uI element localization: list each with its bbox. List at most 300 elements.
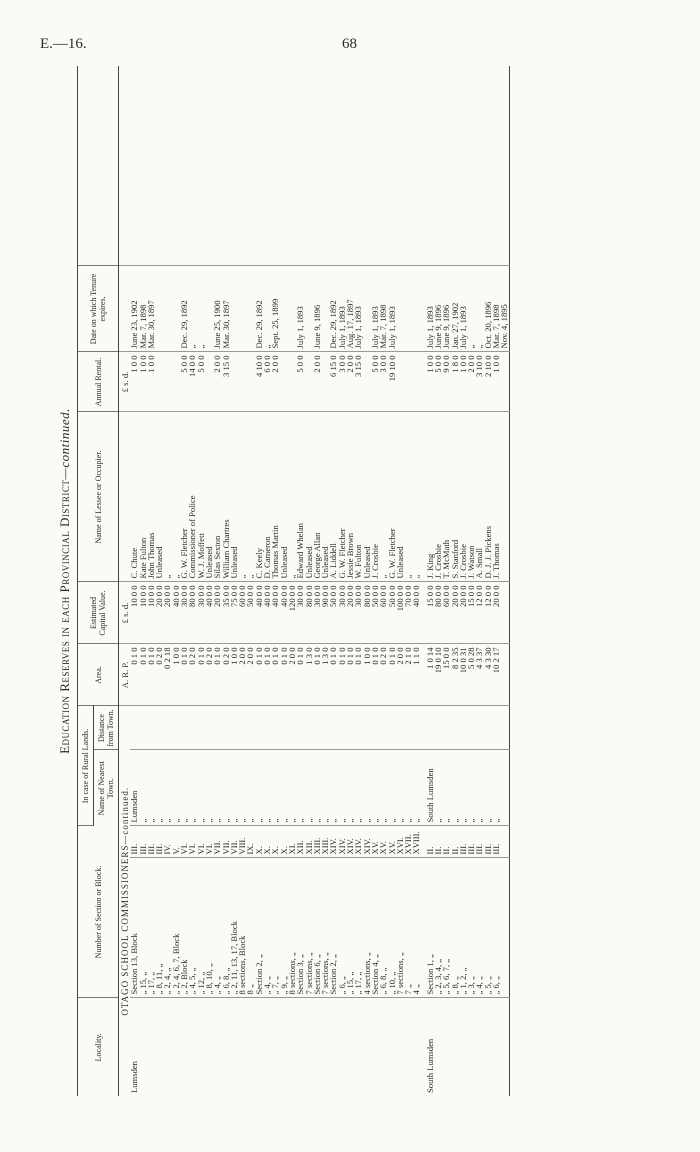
table-row [484, 66, 492, 1096]
cell-rental: 9 0 0 [442, 352, 450, 412]
cell-section: Section 6, „ [313, 858, 321, 998]
section-heading: OTAGO SCHOOL COMMISSIONERS—continued. [120, 786, 130, 1016]
cell-rental: 3 15 0 [222, 352, 230, 412]
cell-area: 0 1 0 [197, 644, 205, 706]
table-row [354, 66, 362, 1096]
cell-rental: 5 0 0 [180, 352, 188, 412]
cell-blank [484, 66, 492, 266]
cell-lessee: „ [379, 412, 387, 582]
cell-value: 40 0 0 [255, 582, 263, 644]
cell-lessee: W. Fulton [354, 412, 362, 582]
cell-blank [155, 66, 163, 266]
cell-block: III. [155, 826, 163, 858]
cell-tenure: June 9, 1896 [434, 266, 442, 352]
cell-nearest-town: „ [354, 750, 362, 826]
cell-distance [338, 706, 346, 750]
table-row [130, 66, 138, 1096]
cell-lessee: William Chartres [222, 412, 230, 582]
table-body [119, 66, 510, 1096]
cell-block: VII. [222, 826, 230, 858]
cell-section: 8 sections, Block [238, 858, 246, 998]
cell-locality [280, 998, 288, 1096]
cell-tenure: Dec. 29, 1892 [180, 266, 188, 352]
cell-section: „ 4, 5, „ [188, 858, 196, 998]
cell-lessee: Commissioner of Police [188, 412, 196, 582]
cell-rental: 5 0 0 [197, 352, 205, 412]
cell-lessee: D. Cameron [263, 412, 271, 582]
cell-distance [363, 706, 371, 750]
cell-locality: South Lumsden [424, 1038, 435, 1093]
cell-value: 30 0 0 [313, 582, 321, 644]
cell-section: „ 3, „ [467, 858, 475, 998]
cell-lessee: J. Crosbie [459, 412, 467, 582]
cell-area: 0 1 0 [271, 644, 279, 706]
cell-area: 0 1 0 [313, 644, 321, 706]
cell-value: 15 0 0 [467, 582, 475, 644]
cell-lessee: Unleased [321, 412, 329, 582]
cell-locality [442, 998, 450, 1096]
cell-distance [459, 706, 467, 750]
cell-nearest-town: „ [147, 750, 155, 826]
cell-blank [163, 66, 171, 266]
cell-area: 0 1 0 [371, 644, 379, 706]
cell-area: 0 1 0 [296, 644, 304, 706]
rotated-table-page [57, 66, 637, 1096]
cell-blank [467, 66, 475, 266]
cell-section: Section 4, „ [371, 858, 379, 998]
cell-section: „ 2, Block [180, 858, 188, 998]
cell-area: 1 1 0 [412, 644, 420, 706]
cell-value: 50 0 0 [388, 582, 396, 644]
table-row [180, 66, 188, 1096]
cell-tenure [280, 266, 288, 352]
cell-area: 0 1 0 [147, 644, 155, 706]
cell-rental: 6 0 0 [263, 352, 271, 412]
cell-nearest-town: „ [139, 750, 147, 826]
cell-tenure [412, 266, 420, 352]
cell-tenure: June 9, 1896 [442, 266, 450, 352]
cell-rental [280, 352, 288, 412]
cell-tenure: Mar. 30, 1897 [222, 266, 230, 352]
cell-block: III. [139, 826, 147, 858]
cell-distance [313, 706, 321, 750]
cell-section: „ 2, 4, 6, 7, Block [172, 858, 180, 998]
cell-section: Section 3, „ [296, 858, 304, 998]
cell-block: XV. [371, 826, 379, 858]
table-row [434, 66, 442, 1096]
cell-locality: Lumsden [129, 1061, 140, 1093]
cell-distance [434, 706, 442, 750]
cell-block: IX. [246, 826, 254, 858]
cell-value: 12 0 0 [484, 582, 492, 644]
cell-area: 4 3 30 [484, 644, 492, 706]
cell-section: „ 4, „ [263, 858, 271, 998]
cell-distance [205, 706, 213, 750]
cell-distance [346, 706, 354, 750]
cell-area: 15 0 0 [442, 644, 450, 706]
cell-distance [263, 706, 271, 750]
cell-locality [205, 998, 213, 1096]
cell-value: 40 0 0 [172, 582, 180, 644]
cell-locality [313, 998, 321, 1096]
page-number: 68 [342, 36, 357, 52]
cell-locality [188, 998, 196, 1096]
cell-rental: 2 0 0 [213, 352, 221, 412]
cell-area: 0 2 18 [163, 644, 171, 706]
cell-value: 80 0 0 [188, 582, 196, 644]
cell-area: 2 0 0 [288, 644, 296, 706]
cell-distance [371, 706, 379, 750]
cell-rental [230, 352, 238, 412]
cell-locality [230, 998, 238, 1096]
cell-nearest-town: „ [442, 750, 450, 826]
cell-section: „ 2, 3, 4, „ [434, 858, 442, 998]
cell-area: 5 0 28 [467, 644, 475, 706]
cell-block: III. [475, 826, 483, 858]
cell-block: III. [467, 826, 475, 858]
table-row [321, 66, 329, 1096]
cell-block: XIII. [321, 826, 329, 858]
cell-lessee: „ [412, 412, 420, 582]
cell-distance [288, 706, 296, 750]
cell-lessee: „ [163, 412, 171, 582]
cell-blank [222, 66, 230, 266]
cell-rental [163, 352, 171, 412]
cell-nearest-town: „ [329, 750, 337, 826]
cell-tenure [163, 266, 171, 352]
cell-distance [130, 706, 138, 750]
cell-nearest-town: „ [434, 750, 442, 826]
cell-distance [147, 706, 155, 750]
cell-blank [388, 66, 396, 266]
cell-distance [451, 706, 459, 750]
cell-area: 0 2 0 [222, 644, 230, 706]
cell-nearest-town: South Lumsden [426, 750, 434, 826]
cell-rental [155, 352, 163, 412]
cell-rental: 4 10 0 [255, 352, 263, 412]
cell-tenure: June 9, 1896 [313, 266, 321, 352]
cell-locality [288, 998, 296, 1096]
cell-nearest-town: „ [313, 750, 321, 826]
cell-section: 7 sections, „ [396, 858, 404, 998]
cell-value: 40 0 0 [412, 582, 420, 644]
cell-blank [271, 66, 279, 266]
cell-tenure: Sept. 25, 1899 [271, 266, 279, 352]
cell-area: 0 1 0 [130, 644, 138, 706]
cell-lessee: G. W. Fletcher [180, 412, 188, 582]
cell-value: 80 0 0 [434, 582, 442, 644]
cell-section: „ 1, 2, „ [459, 858, 467, 998]
cell-blank [197, 66, 205, 266]
cell-lessee: S. Stanford [451, 412, 459, 582]
cell-locality [263, 998, 271, 1096]
table-row [288, 66, 296, 1096]
cell-value: 30 0 0 [338, 582, 346, 644]
table-row [338, 66, 346, 1096]
cell-value: 40 0 0 [271, 582, 279, 644]
cell-value: 40 0 0 [205, 582, 213, 644]
cell-nearest-town: „ [197, 750, 205, 826]
cell-locality [172, 998, 180, 1096]
table-row [213, 66, 221, 1096]
cell-value: 12 0 0 [475, 582, 483, 644]
cell-rental: 1 0 0 [130, 352, 138, 412]
cell-area: 0 1 0 [388, 644, 396, 706]
cell-blank [434, 66, 442, 266]
cell-section: 7 sections, „ [305, 858, 313, 998]
cell-section: „ 5, „ [484, 858, 492, 998]
cell-block: VI. [180, 826, 188, 858]
cell-block: III. [459, 826, 467, 858]
cell-locality [371, 998, 379, 1096]
cell-rental: 1 0 0 [147, 352, 155, 412]
cell-blank [139, 66, 147, 266]
cell-value: 30 0 0 [354, 582, 362, 644]
cell-block: IV. [163, 826, 171, 858]
cell-blank [338, 66, 346, 266]
cell-lessee: „ [246, 412, 254, 582]
cell-rental [238, 352, 246, 412]
cell-value: 10 0 0 [130, 582, 138, 644]
cell-blank [412, 66, 420, 266]
cell-blank [188, 66, 196, 266]
cell-block: XI. [288, 826, 296, 858]
cell-distance [396, 706, 404, 750]
cell-value: 50 0 0 [371, 582, 379, 644]
cell-locality [434, 998, 442, 1096]
cell-distance [271, 706, 279, 750]
table-row [451, 66, 459, 1096]
cell-distance [255, 706, 263, 750]
cell-rental [404, 352, 412, 412]
cell-nearest-town: „ [404, 750, 412, 826]
cell-nearest-town: „ [246, 750, 254, 826]
table-row [467, 66, 475, 1096]
cell-locality [213, 998, 221, 1096]
cell-block: XIII. [313, 826, 321, 858]
cell-area: 1 0 14 [426, 644, 434, 706]
cell-block: III. [492, 826, 500, 858]
cell-section: „ 5, 6, 7, „ [442, 858, 450, 998]
cell-empty [500, 706, 509, 750]
cell-nearest-town: „ [338, 750, 346, 826]
cell-distance [246, 706, 254, 750]
cell-value: 30 0 0 [180, 582, 188, 644]
cell-value: 90 0 0 [321, 582, 329, 644]
cell-blank [280, 66, 288, 266]
cell-nearest-town: „ [305, 750, 313, 826]
cell-lessee: „ [238, 412, 246, 582]
cell-section: „ 12, „ [197, 858, 205, 998]
cell-area: 4 3 37 [475, 644, 483, 706]
col-rural-group: In case of Rural Lands. [78, 706, 94, 826]
cell-block: X. [263, 826, 271, 858]
cell-blank [313, 66, 321, 266]
cell-lessee: Unleased [280, 412, 288, 582]
cell-rental: 2 0 0 [271, 352, 279, 412]
col-lessee: Name of Lessee or Occupier. [78, 412, 119, 582]
cell-locality [329, 998, 337, 1096]
cell-rental: 2 0 0 [467, 352, 475, 412]
cell-lessee: Unleased [230, 412, 238, 582]
cell-block: XIV. [363, 826, 371, 858]
cell-tenure [155, 266, 163, 352]
cell-empty [500, 826, 509, 858]
cell-area: 0 1 0 [180, 644, 188, 706]
cell-locality [155, 998, 163, 1096]
cell-value: 40 0 0 [263, 582, 271, 644]
cell-lessee: Jessie Brown [346, 412, 354, 582]
cell-nearest-town: „ [155, 750, 163, 826]
table-row [255, 66, 263, 1096]
cell-locality [238, 998, 246, 1096]
table-row [442, 66, 450, 1096]
table-row [280, 66, 288, 1096]
table-row [263, 66, 271, 1096]
cell-block: VII. [230, 826, 238, 858]
cell-lessee: J. Crosbie [371, 412, 379, 582]
cell-area: 1 0 0 [230, 644, 238, 706]
cell-block: II. [434, 826, 442, 858]
cell-value: 60 0 0 [442, 582, 450, 644]
cell-distance [230, 706, 238, 750]
cell-rental [396, 352, 404, 412]
cell-lessee: G. W. Fletcher [338, 412, 346, 582]
cell-nearest-town: „ [238, 750, 246, 826]
cell-nearest-town: Lumsden [130, 750, 138, 826]
cell-tenure: Mar. 30, 1897 [147, 266, 155, 352]
cell-tenure [230, 266, 238, 352]
cell-locality [363, 998, 371, 1096]
cell-blank [130, 66, 138, 266]
table-row [147, 66, 155, 1096]
cell-rental: 1 0 0 [492, 352, 500, 412]
cell-nearest-town: „ [492, 750, 500, 826]
cell-distance [222, 706, 230, 750]
cell-nearest-town: „ [296, 750, 304, 826]
cell-area: 0 2 0 [379, 644, 387, 706]
cell-section: Section 1, „ [426, 858, 434, 998]
cell-blank [371, 66, 379, 266]
table-row [426, 66, 434, 1096]
cell-area: 10 2 17 [492, 644, 500, 706]
table-row [459, 66, 467, 1096]
cell-nearest-town: „ [188, 750, 196, 826]
cell-block: V. [172, 826, 180, 858]
cell-nearest-town: „ [255, 750, 263, 826]
cell-locality [346, 998, 354, 1096]
cell-lessee: Silas Sexton [213, 412, 221, 582]
cell-distance [467, 706, 475, 750]
cell-tenure: Mar. 7, 1898 [492, 266, 500, 352]
cell-block: III. [484, 826, 492, 858]
cell-locality [388, 998, 396, 1096]
cell-empty [500, 66, 509, 266]
table-row [475, 66, 483, 1096]
cell-section: „ 17, „ [354, 858, 362, 998]
cell-value: 10 0 0 [147, 582, 155, 644]
cell-section: 4 „ [412, 858, 420, 998]
cell-section: „ 4, „ [213, 858, 221, 998]
cell-block: II. [426, 826, 434, 858]
cell-block: VIII. [238, 826, 246, 858]
col-tenure: Date on which Tenure expires. [78, 266, 119, 352]
cell-lessee: T. McMath [442, 412, 450, 582]
cell-value: 80 0 0 [305, 582, 313, 644]
cell-nearest-town: „ [213, 750, 221, 826]
cell-blank [363, 66, 371, 266]
cell-section: „ 8, „ [451, 858, 459, 998]
cell-section: „ 10, „ [388, 858, 396, 998]
cell-blank [451, 66, 459, 266]
cell-rental: 2 0 0 [346, 352, 354, 412]
cell-distance [305, 706, 313, 750]
cell-nearest-town: „ [280, 750, 288, 826]
cell-section: „ 7, „ [271, 858, 279, 998]
cell-lessee: Unleased [363, 412, 371, 582]
cell-locality [467, 998, 475, 1096]
cell-distance [388, 706, 396, 750]
cell-blank [459, 66, 467, 266]
cell-area: 0 2 0 [188, 644, 196, 706]
rental-units: £ s. d. [119, 352, 131, 412]
table-row [305, 66, 313, 1096]
cell-lessee: Kate Fulton [139, 412, 147, 582]
cell-lessee: Unleased [305, 412, 313, 582]
cell-distance [404, 706, 412, 750]
cell-value: 20 0 0 [163, 582, 171, 644]
table-row [155, 66, 163, 1096]
cell-distance [329, 706, 337, 750]
cell-blank [329, 66, 337, 266]
cell-blank [238, 66, 246, 266]
cell-block: XVIII. [412, 826, 420, 858]
cell-section: „ 15, „ [346, 858, 354, 998]
cell-section: „ 15, „ [139, 858, 147, 998]
cell-section: „ 6, 8, „ [222, 858, 230, 998]
cell-tenure: June 25, 1900 [213, 266, 221, 352]
cell-nearest-town: „ [467, 750, 475, 826]
cell-area: 1 3 0 [305, 644, 313, 706]
cell-lessee: John Thomas [147, 412, 155, 582]
cell-area: 2 0 0 [238, 644, 246, 706]
cell-blank [246, 66, 254, 266]
cell-rental: 3 0 0 [379, 352, 387, 412]
cell-lessee: Thomas Martin [271, 412, 279, 582]
cell-section: „ 6, 8, „ [379, 858, 387, 998]
cell-blank [396, 66, 404, 266]
cell-tenure: Nov. 4, 1895 [500, 266, 509, 352]
cell-locality [338, 998, 346, 1096]
cell-tenure [238, 266, 246, 352]
cell-block: XV. [388, 826, 396, 858]
report-code: E.—16. [40, 36, 87, 52]
cell-value: 120 0 0 [288, 582, 296, 644]
table-row [296, 66, 304, 1096]
cell-block: VI. [188, 826, 196, 858]
cell-tenure [396, 266, 404, 352]
cell-section: „ 8, 11, „ [155, 858, 163, 998]
cell-area: 0 1 0 [329, 644, 337, 706]
cell-section: „ 6, „ [338, 858, 346, 998]
col-nearest-town: Name of Nearest Town. [94, 750, 119, 826]
cell-block: XIV. [338, 826, 346, 858]
cell-distance [354, 706, 362, 750]
cell-blank [263, 66, 271, 266]
cell-rental: 5 0 0 [434, 352, 442, 412]
cell-tenure: Aug. 17, 1897 [346, 266, 354, 352]
area-units: A. R. P. [119, 644, 131, 706]
